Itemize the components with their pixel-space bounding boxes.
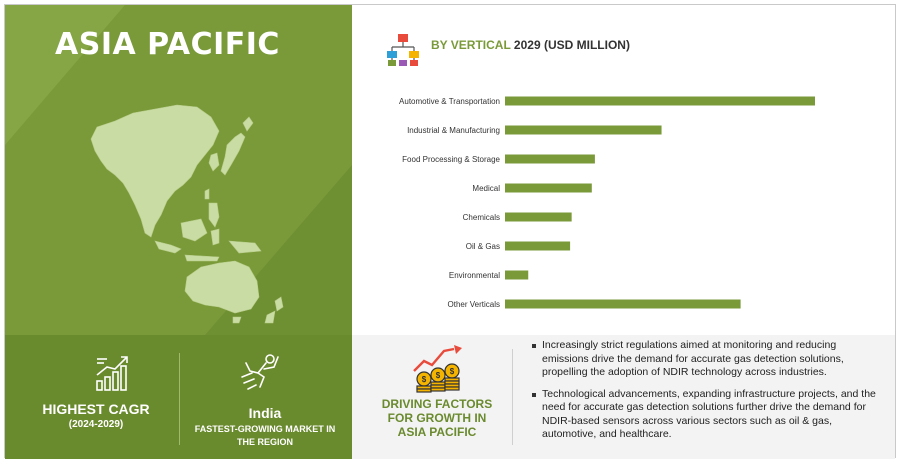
vertical-bar-chart (353, 75, 895, 323)
category-label: Food Processing & Storage (402, 155, 500, 164)
region-panel (5, 5, 352, 335)
hierarchy-icon (387, 33, 419, 67)
bar (505, 242, 570, 251)
category-label: Automotive & Transportation (399, 97, 500, 106)
driving-factor-text: Technological advancements, expanding infrastructure projects, and the need for accurate gas detection solutions further drive the demand for NDIR-based sensors across various sectors such as oil & gas, automotive, and healthcare. (542, 387, 876, 440)
infographic-frame (4, 4, 896, 458)
svg-text:$: $ (449, 367, 455, 376)
bar (505, 300, 741, 309)
kpi-band (5, 335, 352, 459)
bar (505, 155, 595, 164)
driving-factor-item (532, 388, 882, 442)
bar (505, 184, 592, 193)
chart-title (431, 38, 630, 52)
drivers-divider (512, 349, 513, 445)
fastest-growing-label: FASTEST-GROWING MARKET IN THE REGION (194, 424, 336, 447)
coins-growth-icon (410, 343, 466, 397)
bar (505, 271, 528, 280)
bar (505, 213, 572, 222)
category-label: Medical (472, 184, 500, 193)
driving-factors-title: DRIVING FACTORS FOR GROWTH IN ASIA PACIFIC (381, 397, 493, 439)
fast-growth-figure-icon (240, 351, 280, 393)
cagr-title: HIGHEST CAGR (42, 401, 150, 417)
bullet-icon (532, 344, 536, 348)
chart-title-accent: BY VERTICAL (431, 38, 511, 52)
region-title: ASIA PACIFIC (55, 27, 280, 62)
category-label: Environmental (448, 271, 500, 280)
driving-factors-list (532, 339, 882, 450)
driving-factor-text: Increasingly strict regulations aimed at monitoring and reducing emissions drive the demand for accurate gas detection solutions, propelling the adoption of NDIR technology across industries. (542, 339, 844, 378)
bar (505, 126, 662, 135)
category-label: Industrial & Manufacturing (407, 126, 500, 135)
category-label: Oil & Gas (465, 242, 500, 251)
bar (505, 97, 815, 106)
fastest-growing-country: India (248, 405, 282, 421)
svg-text:$: $ (421, 375, 427, 384)
kpi-divider (179, 353, 180, 445)
bullet-icon (532, 393, 536, 397)
chart-title-rest: 2029 (USD MILLION) (513, 38, 630, 52)
driving-factors-band (352, 335, 895, 459)
cagr-period: (2024-2029) (68, 419, 124, 430)
driving-factor-item (532, 339, 882, 380)
category-label: Other Verticals (447, 300, 500, 309)
svg-text:$: $ (435, 371, 441, 380)
category-label: Chemicals (462, 213, 500, 222)
growth-chart-icon (93, 353, 133, 393)
